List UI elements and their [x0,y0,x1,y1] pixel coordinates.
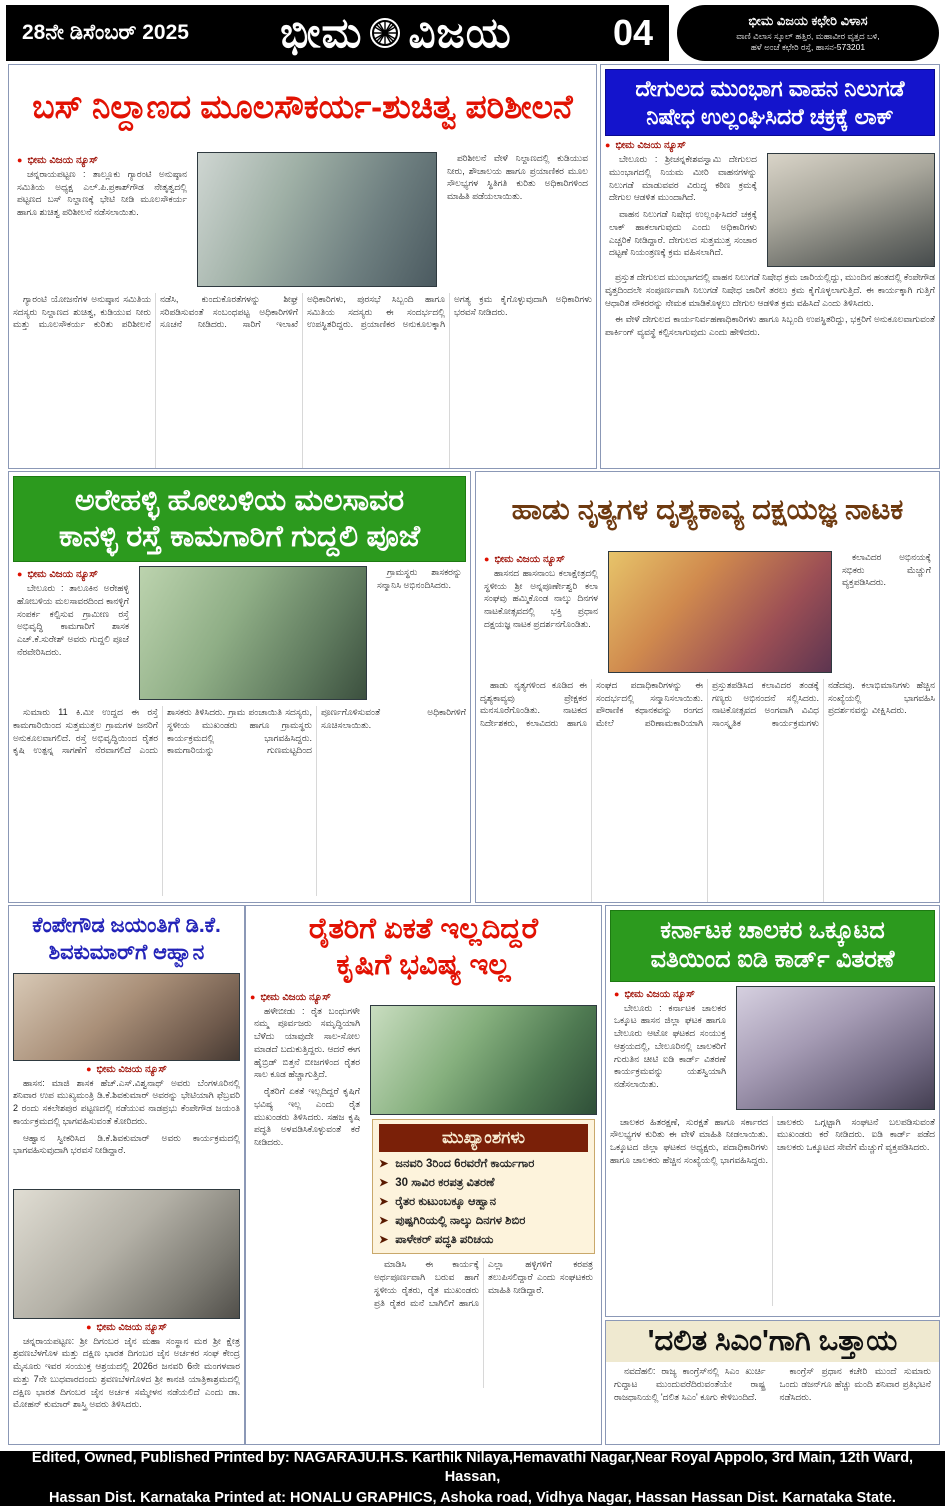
office-address-box [677,5,939,61]
office-address-line2: ಹಳೆ ಅಂಚೆ ಕಛೇರಿ ರಸ್ತೆ, ಹಾಸನ-573201 [750,42,866,52]
headline-line2: ಶಿವಕುಮಾರ್‌ಗೆ ಆಹ್ವಾನ [48,941,205,965]
highlights-title: ಮುಖ್ಯಾಂಶಗಳು [379,1124,588,1152]
photo-temple-front [767,153,935,267]
article-temple-parking-headline [605,69,935,136]
byline-label: ಭೀಮ ವಿಜಯ ನ್ಯೂಸ್ [494,553,565,565]
article-daksha-yajna-body: ಹಾಡು ನೃತ್ಯಗಳಿಂದ ಕೂಡಿದ ಈ ದೃಶ್ಯಕಾವ್ಯವು ಪ್ರೇಕ್ಷಕರ ಮನಸೂರೆಗೊಂಡಿತು. ನಾಟಕದ ನಿರ್ದೇಶಕರು, ಕಲಾವಿದರು ಹಾಗೂ ಸಂಘದ ಪದಾಧಿಕಾರಿಗಳನ್ನು ಈ ಸಂದರ್ಭದಲ್ಲಿ ಸನ್ಮಾನಿಸಲಾಯಿತು. ಪೌರಾಣಿಕ ಕಥಾನಕವನ್ನು ರಂಗದ ಮೇಲೆ ಪರಿಣಾಮಕಾರಿಯಾಗಿ ಪ್ರಸ್ತುತಪಡಿಸಿದ ಕಲಾವಿದರ ತಂಡಕ್ಕೆ ಗಣ್ಯರು ಅಭಿನಂದನೆ ಸಲ್ಲಿಸಿದರು. ನಾಟಕೋತ್ಸವದ ಅಂಗವಾಗಿ ವಿವಿಧ ಸಾಂಸ್ಕೃತಿಕ ಕಾರ್ಯಕ್ರಮಗಳು ನಡೆದವು. ಕಲಾಭಿಮಾನಿಗಳು ಹೆಚ್ಚಿನ ಸಂಖ್ಯೆಯಲ್ಲಿ ಭಾಗವಹಿಸಿ ಪ್ರದರ್ಶನವನ್ನು ವೀಕ್ಷಿಸಿದರು. [480,679,935,729]
byline-dot-icon: ● [250,991,256,1002]
paper-title [189,9,603,58]
article-temple-parking-p3: ಪ್ರಸ್ತುತ ದೇಗುಲದ ಮುಂಭಾಗದಲ್ಲಿ ವಾಹನ ನಿಲುಗಡೆ ನಿಷೇಧ ಕ್ರಮ ಜಾರಿಯಲ್ಲಿದ್ದು, ಮುಂದಿನ ಹಂತದಲ್ಲಿ ಕೆಂಪೇಗೌಡ ವೃತ್ತದಿಂದಲೇ ಸಂಪೂರ್ಣವಾಗಿ ನಿಲುಗಡೆ ನಿಷೇಧ ಜಾರಿಗೆ ತರಲು ಕ್ರಮ ಕೈಗೊಳ್ಳಲಾಗುತ್ತಿದೆ. ಈ ಕಾರ್ಯಕ್ಕಾಗಿ ಗುತ್ತಿಗೆ ಆಧಾರಿತ ನೌಕರರನ್ನು ನೇಮಕ ಮಾಡಿಕೊಳ್ಳಲು ದೇಗುಲ ಆಡಳಿತ ಕ್ರಮ ವಹಿಸಿದೆ ಎಂದು ತಿಳಿಸಿದರು. [605,272,935,308]
article-daksha-yajna-lead: ಹಾಸನದ ಹಾಸನಾಂಬ ಕಲಾಕ್ಷೇತ್ರದಲ್ಲಿ ಸ್ಥಳೀಯ ಶ್ರೀ ಅನ್ನಪೂರ್ಣೇಶ್ವರಿ ಕಲಾ ಸಂಘವು ಹಮ್ಮಿಕೊಂಡ ನಾಲ್ಕು ದಿನಗಳ ನಾಟಕೋತ್ಸವದಲ್ಲಿ ಭಕ್ತಿ ಪ್ರಧಾನ ದಕ್ಷಯಜ್ಞ ನಾಟಕ ಪ್ರದರ್ಶನಗೊಂಡಿತು. [484,567,598,629]
page-number: 04 [612,12,653,53]
photo-jain-certificates [13,1189,240,1319]
article-id-cards-headline [610,910,935,982]
byline-dot-icon: ● [86,1063,92,1074]
masthead-bar [6,5,669,61]
byline-label: ಭೀಮ ವಿಜಯ ನ್ಯೂಸ್ [260,991,331,1003]
highlights-list [377,1158,590,1248]
office-address-line1: ವಾಣಿ ವಿಲಾಸ ಸ್ಕೂಲ್ ಹತ್ತಿರ, ಮಹಾವೀರ ವೃತ್ತದ ಬಳಿ, [736,30,880,41]
byline [484,554,602,565]
article-farmers-lead: ಹಳೇಬೀಡು : ರೈತ ಬಂಧುಗಳೇ ನಮ್ಮ ಪೂರ್ವಜರು ಸಮೃದ್ಧಿಯಾಗಿ ಬೆಳೆದು ಯಾವುದೇ ಸಾಲ-ಸೋಲ ಮಾಡದೆ ಬದುಕುತ್ತಿದ್ದರು. ಆದರೆ ಈಗ ಹೈಬ್ರಿಡ್ ಬಿತ್ತನೆ ಬೀಜಗಳಿಂದ ರೈತರ ಸಾಲ ಕೂಡ ಹೆಚ್ಚಾಗುತ್ತಿದೆ. [254,1005,360,1080]
byline-label: ಭೀಮ ವಿಜಯ ನ್ಯೂಸ್ [96,1063,167,1075]
article-bus-stand-lead: ಚನ್ನರಾಯಪಟ್ಟಣ : ತಾಲ್ಲೂಕು ಗ್ಯಾರಂಟಿ ಅನುಷ್ಠಾನ ಸಮಿತಿಯ ಅಧ್ಯಕ್ಷ ಎಲ್.ಪಿ.ಪ್ರಕಾಶ್‌ಗೌಡ ನೇತೃತ್ವದಲ್ಲಿ ಪಟ್ಟಣದ ಬಸ್ ನಿಲ್ದಾಣಕ್ಕೆ ಭೇಟಿ ನೀಡಿ ಮೂಲಸೌಕರ್ಯ ಹಾಗೂ ಶುಚಿತ್ವ ಪರಿಶೀಲನೆ ನಡೆಸಲಾಯಿತು. [17,168,187,218]
highlight-text: 30 ಸಾವಿರ ಕರಪತ್ರ ವಿತರಣೆ [395,1176,495,1189]
headline-line1: ದೇಗುಲದ ಮುಂಭಾಗ ವಾಹನ ನಿಲುಗಡೆ [635,76,905,101]
byline-label: ಭೀಮ ವಿಜಯ ನ್ಯೂಸ್ [27,569,98,580]
article-daksha-yajna-headline: ಹಾಡು ನೃತ್ಯಗಳ ದೃಶ್ಯಕಾವ್ಯ ದಕ್ಷಯಜ್ಞ ನಾಟಕ [511,494,904,527]
byline [250,992,601,1003]
highlight-text: ರೈತರ ಕುಟುಂಬಕ್ಕೂ ಆಹ್ವಾನ [395,1195,497,1208]
photo-bus-stand-inspection [197,152,437,287]
imprint-footer [0,1451,945,1506]
paper-title-part1: ಭೀಮ [280,8,363,56]
byline-dot-icon: ● [605,140,611,150]
highlight-item [379,1215,588,1228]
photo-farmers-gathering [370,1005,597,1115]
article-kempegowda-p2: ಆಹ್ವಾನ ಸ್ವೀಕರಿಸಿದ ಡಿ.ಕೆ.ಶಿವಕುಮಾರ್ ಅವರು ಕಾರ್ಯಕ್ರಮದಲ್ಲಿ ಭಾಗವಹಿಸುವುದಾಗಿ ಭರವಸೆ ನೀಡಿದ್ದಾರೆ. [13,1132,240,1156]
headline-line2: ಕೃಷಿಗೆ ಭವಿಷ್ಯ ಇಲ್ಲ [336,949,511,982]
article-daksha-yajna-side: ಕಲಾವಿದರ ಅಭಿನಯಕ್ಕೆ ಸಭಿಕರು ಮೆಚ್ಚುಗೆ ವ್ಯಕ್ತಪಡಿಸಿದರು. [842,551,931,588]
article-farmers-headline [246,906,601,989]
photo-drivers-id-distribution [736,986,935,1110]
byline-dot-icon: ● [614,988,620,999]
masthead [6,5,939,61]
byline-label: ಭೀಮ ವಿಜಯ ನ್ಯೂಸ್ [96,1321,167,1333]
article-temple-parking [600,64,940,469]
highlight-item [379,1177,588,1190]
article-road-pooja-side: ಗ್ರಾಮಸ್ಥರು ಶಾಸಕರನ್ನು ಸನ್ಮಾನಿಸಿ ಅಭಿನಂದಿಸಿದರು. [377,567,462,590]
headline-line2: ಕಾನಳ್ಳಿ ರಸ್ತೆ ಕಾಮಗಾರಿಗೆ ಗುದ್ದಲಿ ಪೂಜೆ [58,520,421,553]
arrow-bullet-icon: ➤ [379,1157,389,1170]
arrow-bullet-icon: ➤ [379,1215,389,1228]
headline-line2: ನಿಷೇಧ ಉಲ್ಲಂಘಿಸಿದರೆ ಚಕ್ರಕ್ಕೆ ಲಾಕ್ [646,103,894,129]
article-farmers-below-box: ಮಾಡಿಸಿ ಈ ಕಾರ್ಯಕ್ಕೆ ಅರ್ಥಪೂರ್ಣವಾಗಿ ಬರುವ ಹಾಗೆ ಸ್ಥಳೀಯ ರೈತರು, ರೈತ ಮುಖಂಡರು ಪ್ರತಿ ರೈತರ ಮನೆ ಬಾಗಿಲಿಗೆ ಹಾಗೂ ಎಲ್ಲಾ ಹಳ್ಳಿಗಳಿಗೆ ಕರಪತ್ರ ತಲುಪಿಸಲಿದ್ದಾರೆ ಎಂದು ಸಂಘಟಕರು ಮಾಹಿತಿ ನೀಡಿದ್ದಾರೆ. [374,1259,593,1308]
article-kempegowda-headline [9,906,244,973]
photo-dks-meeting [13,973,240,1061]
byline-dot-icon: ● [17,154,23,165]
headline-line1: ಅರೇಹಳ್ಳಿ ಹೋಬಳಿಯ ಮಲಸಾವರ [74,484,405,517]
article-temple-parking-p4: ಈ ವೇಳೆ ದೇಗುಲದ ಕಾರ್ಯನಿರ್ವಹಣಾಧಿಕಾರಿಗಳು ಹಾಗೂ ಸಿಬ್ಬಂದಿ ಉಪಸ್ಥಿತರಿದ್ದು, ಭಕ್ತರಿಗೆ ಅನುಕೂಲವಾಗುವಂತೆ ಪಾರ್ಕಿಂಗ್ ವ್ಯವಸ್ಥೆ ಕಲ್ಪಿಸಲಾಗುವುದು ಎಂದು ಹೇಳಿದರು. [605,314,935,338]
highlight-item [379,1234,588,1247]
article-road-pooja [8,471,471,903]
arrow-bullet-icon: ➤ [379,1195,389,1208]
article-bus-stand-headline: ಬಸ್ ನಿಲ್ದಾಣದ ಮೂಲಸೌಕರ್ಯ-ಶುಚಿತ್ವ ಪರಿಶೀಲನೆ [32,88,573,126]
issue-date: 28ನೇ ಡಿಸೆಂಬರ್ 2025 [22,21,189,44]
byline-dot-icon: ● [17,569,23,579]
article-dalit-cm-col2: ಕಾಂಗ್ರೆಸ್ ಪ್ರಧಾನ ಕಚೇರಿ ಮುಂದೆ ಸುಮಾರು ಒಂದು ಡಜನ್‌ಗೂ ಹೆಚ್ಚು ಮಂದಿ ಶನಿವಾರ ಪ್ರತಿಭಟನೆ ನಡೆಸಿದರು. [779,1366,931,1402]
article-bus-stand [8,64,597,469]
article-bus-stand-side: ಪರಿಶೀಲನೆ ವೇಳೆ ನಿಲ್ದಾಣದಲ್ಲಿ ಕುಡಿಯುವ ನೀರು, ಶೌಚಾಲಯ ಹಾಗೂ ಪ್ರಯಾಣಿಕರ ಮೂಲ ಸೌಲಭ್ಯಗಳ ಸ್ಥಿತಿಗತಿ ಕುರಿತು ಅಧಿಕಾರಿಗಳಿಂದ ಮಾಹಿತಿ ಪಡೆಯಲಾಯಿತು. [447,152,588,202]
article-kempegowda-invite [8,905,245,1445]
byline [605,140,939,151]
byline [9,1064,244,1075]
office-address-title: ಭೀಮ ವಿಜಯ ಕಛೇರಿ ವಿಳಾಸ [748,12,868,28]
article-id-cards [605,905,940,1317]
article-farmers-unity [245,905,602,1445]
byline-label: ಭೀಮ ವಿಜಯ ನ್ಯೂಸ್ [27,154,98,166]
byline-dot-icon: ● [484,553,490,564]
arrow-bullet-icon: ➤ [379,1176,389,1189]
article-id-cards-lead: ಬೇಲೂರು : ಕರ್ನಾಟಕ ಚಾಲಕರ ಒಕ್ಕೂಟ ಹಾಸನ ಜಿಲ್ಲಾ ಘಟಕ ಹಾಗೂ ಬೇಲೂರು ಆಟೋ ಘಟಕದ ಸಂಯುಕ್ತ ಆಶ್ರಯದಲ್ಲಿ, ಬೇಲೂರಿನಲ್ಲಿ ಚಾಲಕರಿಗೆ ಗುರುತಿನ ಚೀಟಿ ಐಡಿ ಕಾರ್ಡ್ ವಿತರಣೆ ಕಾರ್ಯಕ್ರಮವನ್ನು ಯಶಸ್ವಿಯಾಗಿ ನಡೆಸಲಾಯಿತು. [614,1002,726,1090]
article-temple-parking-p2: ವಾಹನ ನಿಲುಗಡೆ ನಿಷೇಧ ಉಲ್ಲಂಘಿಸಿದರೆ ಚಕ್ರಕ್ಕೆ ಲಾಕ್ ಹಾಕಲಾಗುವುದು ಎಂದು ಅಧಿಕಾರಿಗಳು ಎಚ್ಚರಿಕೆ ನೀಡಿದ್ದಾರೆ. ದೇಗುಲದ ಸುತ್ತಮುತ್ತ ಸಂಚಾರ ದಟ್ಟಣೆ ನಿಯಂತ್ರಣಕ್ಕೆ ಕ್ರಮ ವಹಿಸಲಾಗಿದೆ. [609,209,757,258]
article-kempegowda-p1: ಹಾಸನ: ಮಾಜಿ ಶಾಸಕ ಹೆಚ್.ಎಸ್.ವಿಶ್ವನಾಥ್ ಅವರು ಬೆಂಗಳೂರಿನಲ್ಲಿ ಶನಿವಾರ ಉಪ ಮುಖ್ಯಮಂತ್ರಿ ಡಿ.ಕೆ.ಶಿವಕುಮಾರ್ ಅವರನ್ನು ಭೇಟಿಯಾಗಿ ಫೆಬ್ರವರಿ 2 ರಂದು ಸಕಲೇಶಪುರ ಪಟ್ಟಣದಲ್ಲಿ ನಡೆಯುವ ನಾಡಪ್ರಭು ಕೆಂಪೇಗೌಡ ಜಯಂತಿ ಕಾರ್ಯಕ್ರಮದಲ್ಲಿ ಭಾಗವಹಿಸುವಂತೆ ಕೋರಿದರು. [13,1077,240,1126]
article-dalit-cm-headline: 'ದಲಿತ ಸಿಎಂ'ಗಾಗಿ ಒತ್ತಾಯ [606,1321,939,1362]
article-jain-meet-p1: ಚನ್ನರಾಯಪಟ್ಟಣ: ಶ್ರೀ ದಿಗಂಬರ ಜೈನ ಮಹಾ ಸಂಸ್ಥಾನ ಮಠ ಶ್ರೀ ಕ್ಷೇತ್ರ ಶ್ರವಣಬೆಳಗೊಳ ಮತ್ತು ದಕ್ಷಿಣ ಭಾರತ ದಿಗಂಬರ ಜೈನ ಅರ್ಚಕರ ಸಂಘ ಕೇಂದ್ರ ಮೈಸೂರು ಇವರ ಸಂಯುಕ್ತ ಆಶ್ರಯದಲ್ಲಿ 2026ರ ಜನವರಿ 6ನೇ ಮಂಗಳವಾರ ಮತ್ತು 7ನೇ ಬುಧವಾರದಂದು ಶ್ರವಣಬೆಳಗೊಳದ ಶ್ರೀ ಕಾನಜಿ ಯಾತ್ರಿಕಾಶ್ರಮದಲ್ಲಿ ದಕ್ಷಿಣ ಭಾರತ ದಿಗಂಬರ ಜೈನ ಅರ್ಚಕ ಸಮ್ಮೇಳನ ನಡೆಯಲಿದೆ ಎಂದು ಡಾ. ಮೋಹನ್ ಕುಮಾರ್ ಶಾಸ್ತ್ರಿ ಅವರು ತಿಳಿಸಿದರು. [13,1335,240,1410]
chakra-wheel-icon [368,16,402,50]
headline-line1: ರೈತರಿಗೆ ಏಕತೆ ಇಲ್ಲದಿದ್ದರೆ [308,913,539,945]
imprint-line2: Hassan Dist. Karnataka Printed at: HONALU GRAPHICS, Ashoka road, Vidhya Nagar, Hassan Hassan Dist. Karnataka State. [49,1489,896,1506]
highlight-item [379,1196,588,1209]
headline-line2: ವತಿಯಿಂದ ಐಡಿ ಕಾರ್ಡ್ ವಿತರಣೆ [650,945,895,973]
article-dalit-cm-col1: ನವದೆಹಲಿ: ರಾಜ್ಯ ಕಾಂಗ್ರೆಸ್‌ನಲ್ಲಿ ಸಿಎಂ ಖುರ್ಚಿ ಗುದ್ದಾಟ ಮುಂದುವರೆದಿರುವಂತೆಯೇ ರಾಷ್ಟ್ರ ರಾಜಧಾನಿಯಲ್ಲಿ 'ದಲಿತ ಸಿಎಂ' ಕೂಗು ಕೇಳಿಬಂದಿದೆ. [614,1366,766,1402]
article-bus-stand-body: ಗ್ಯಾರಂಟಿ ಯೋಜನೆಗಳ ಅನುಷ್ಠಾನ ಸಮಿತಿಯ ಸದಸ್ಯರು ನಿಲ್ದಾಣದ ಶುಚಿತ್ವ, ಕುಡಿಯುವ ನೀರು ಮತ್ತು ಮೂಲಸೌಕರ್ಯ ಕುರಿತು ಪರಿಶೀಲನೆ ನಡೆಸಿ, ಕುಂದುಕೊರತೆಗಳನ್ನು ಶೀಘ್ರ ಸರಿಪಡಿಸುವಂತೆ ಸಂಬಂಧಪಟ್ಟ ಅಧಿಕಾರಿಗಳಿಗೆ ಸೂಚನೆ ನೀಡಿದರು. ಸಾರಿಗೆ ಇಲಾಖೆ ಅಧಿಕಾರಿಗಳು, ಪುರಸಭೆ ಸಿಬ್ಬಂದಿ ಹಾಗೂ ಸಮಿತಿಯ ಸದಸ್ಯರು ಈ ಸಂದರ್ಭದಲ್ಲಿ ಉಪಸ್ಥಿತರಿದ್ದರು. ಪ್ರಯಾಣಿಕರ ಅನುಕೂಲಕ್ಕಾಗಿ ಅಗತ್ಯ ಕ್ರಮ ಕೈಗೊಳ್ಳುವುದಾಗಿ ಅಧಿಕಾರಿಗಳು ಭರವಸೆ ನೀಡಿದರು. [13,293,592,330]
photo-stage-drama [608,551,832,673]
byline [17,569,133,580]
imprint-line1: Edited, Owned, Published Printed by: NAGARAJU.H.S. Karthik Nilaya,Hemavathi Nagar,Near Royal Appolo, 3rd Main, 12th Ward, Hassan, [31,1450,914,1486]
paper-title-part2: ವಿಜಯ [408,8,512,56]
article-farmers-left2: ರೈತರಿಗೆ ಏಕತೆ ಇಲ್ಲದಿದ್ದರೆ ಕೃಷಿಗೆ ಭವಿಷ್ಯ ಇಲ್ಲ ಎಂದು ರೈತ ಮುಖಂಡರು ತಿಳಿಸಿದರು. ಸಹಜ ಕೃಷಿ ಪದ್ಧತಿ ಅಳವಡಿಸಿಕೊಳ್ಳುವಂತೆ ಕರೆ ನೀಡಿದರು. [254,1086,360,1148]
highlight-text: ಜನವರಿ 3ರಿಂದ 6ರವರೆಗೆ ಕಾರ್ಯಗಾರ [395,1157,535,1170]
article-id-cards-body: ಚಾಲಕರ ಹಿತರಕ್ಷಣೆ, ಸುರಕ್ಷತೆ ಹಾಗೂ ಸರ್ಕಾರದ ಸೌಲಭ್ಯಗಳ ಕುರಿತು ಈ ವೇಳೆ ಮಾಹಿತಿ ನೀಡಲಾಯಿತು. ಒಕ್ಕೂಟದ ಜಿಲ್ಲಾ ಘಟಕದ ಅಧ್ಯಕ್ಷರು, ಪದಾಧಿಕಾರಿಗಳು ಹಾಗೂ ಚಾಲಕರು ಹೆಚ್ಚಿನ ಸಂಖ್ಯೆಯಲ್ಲಿ ಭಾಗವಹಿಸಿದ್ದರು. ಚಾಲಕರು ಒಗ್ಗಟ್ಟಾಗಿ ಸಂಘಟನೆ ಬಲಪಡಿಸುವಂತೆ ಮುಖಂಡರು ಕರೆ ನೀಡಿದರು. ಐಡಿ ಕಾರ್ಡ್ ಪಡೆದ ಚಾಲಕರು ಒಕ್ಕೂಟದ ಸೇವೆಗೆ ಮೆಚ್ಚುಗೆ ವ್ಯಕ್ತಪಡಿಸಿದರು. [610,1116,935,1165]
byline [9,1322,244,1333]
highlight-text: ಪುಷ್ಪಗಿರಿಯಲ್ಲಿ ನಾಲ್ಕು ದಿನಗಳ ಶಿಬಿರ [395,1215,526,1228]
article-temple-parking-lead: ಬೇಲೂರು : ಶ್ರೀಚನ್ನಕೇಶವಸ್ವಾಮಿ ದೇಗುಲದ ಮುಂಭಾಗದಲ್ಲಿ ನಿಯಮ ಮೀರಿ ವಾಹನಗಳನ್ನು ನಿಲುಗಡೆ ಮಾಡುವವರ ವಿರುದ್ಧ ಕಠಿಣ ಕ್ರಮಕ್ಕೆ ದೇಗುಲ ಆಡಳಿತ ಮುಂದಾಗಿದೆ. [609,154,757,203]
byline [17,155,191,166]
article-road-pooja-headline [13,476,466,562]
byline-label: ಭೀಮ ವಿಜಯ ನ್ಯೂಸ್ [615,140,686,151]
headline-line1: ಕೆಂಪೇಗೌಡ ಜಯಂತಿಗೆ ಡಿ.ಕೆ. [32,914,221,937]
byline [614,989,730,1000]
article-daksha-yajna [475,471,940,903]
article-road-pooja-body: ಸುಮಾರು 11 ಕಿ.ಮೀ ಉದ್ದದ ಈ ರಸ್ತೆ ಕಾಮಗಾರಿಯಿಂದ ಸುತ್ತಮುತ್ತಲ ಗ್ರಾಮಗಳ ಜನರಿಗೆ ಅನುಕೂಲವಾಗಲಿದೆ. ರಸ್ತೆ ಅಭಿವೃದ್ಧಿಯಿಂದ ರೈತರ ಕೃಷಿ ಉತ್ಪನ್ನ ಸಾಗಣೆಗೆ ನೆರವಾಗಲಿದೆ ಎಂದು ಶಾಸಕರು ತಿಳಿಸಿದರು. ಗ್ರಾಮ ಪಂಚಾಯಿತಿ ಸದಸ್ಯರು, ಸ್ಥಳೀಯ ಮುಖಂಡರು ಹಾಗೂ ಗ್ರಾಮಸ್ಥರು ಕಾರ್ಯಕ್ರಮದಲ್ಲಿ ಭಾಗವಹಿಸಿದ್ದರು. ಕಾಮಗಾರಿಯನ್ನು ಗುಣಮಟ್ಟದಿಂದ ಪೂರ್ಣಗೊಳಿಸುವಂತೆ ಅಧಿಕಾರಿಗಳಿಗೆ ಸೂಚಿಸಲಾಯಿತು. [13,707,466,756]
photo-road-guddali-pooja [139,566,367,700]
highlights-box [372,1119,595,1255]
article-dalit-cm [605,1320,940,1445]
headline-line1: ಕರ್ನಾಟಕ ಚಾಲಕರ ಒಕ್ಕೂಟದ [660,917,885,944]
highlight-text: ಪಾಳೇಕರ್ ಪದ್ಧತಿ ಪರಿಚಯ [395,1234,494,1247]
byline-label: ಭೀಮ ವಿಜಯ ನ್ಯೂಸ್ [624,988,695,1000]
highlight-item [379,1158,588,1171]
byline-dot-icon: ● [86,1321,92,1332]
article-road-pooja-lead: ಬೇಲೂರು : ತಾಲೂಕಿನ ಅರೇಹಳ್ಳಿ ಹೋಬಳಿಯ ಮಲಸಾವರದಿಂದ ಕಾನಳ್ಳಿಗೆ ಸಂಪರ್ಕ ಕಲ್ಪಿಸುವ ಗ್ರಾಮೀಣ ರಸ್ತೆ ಅಭಿವೃದ್ಧಿ ಕಾಮಗಾರಿಗೆ ಶಾಸಕ ಎಚ್.ಕೆ.ಸುರೇಶ್ ಅವರು ಗುದ್ದಲಿ ಪೂಜೆ ನೆರವೇರಿಸಿದರು. [17,583,130,657]
arrow-bullet-icon: ➤ [379,1234,389,1247]
